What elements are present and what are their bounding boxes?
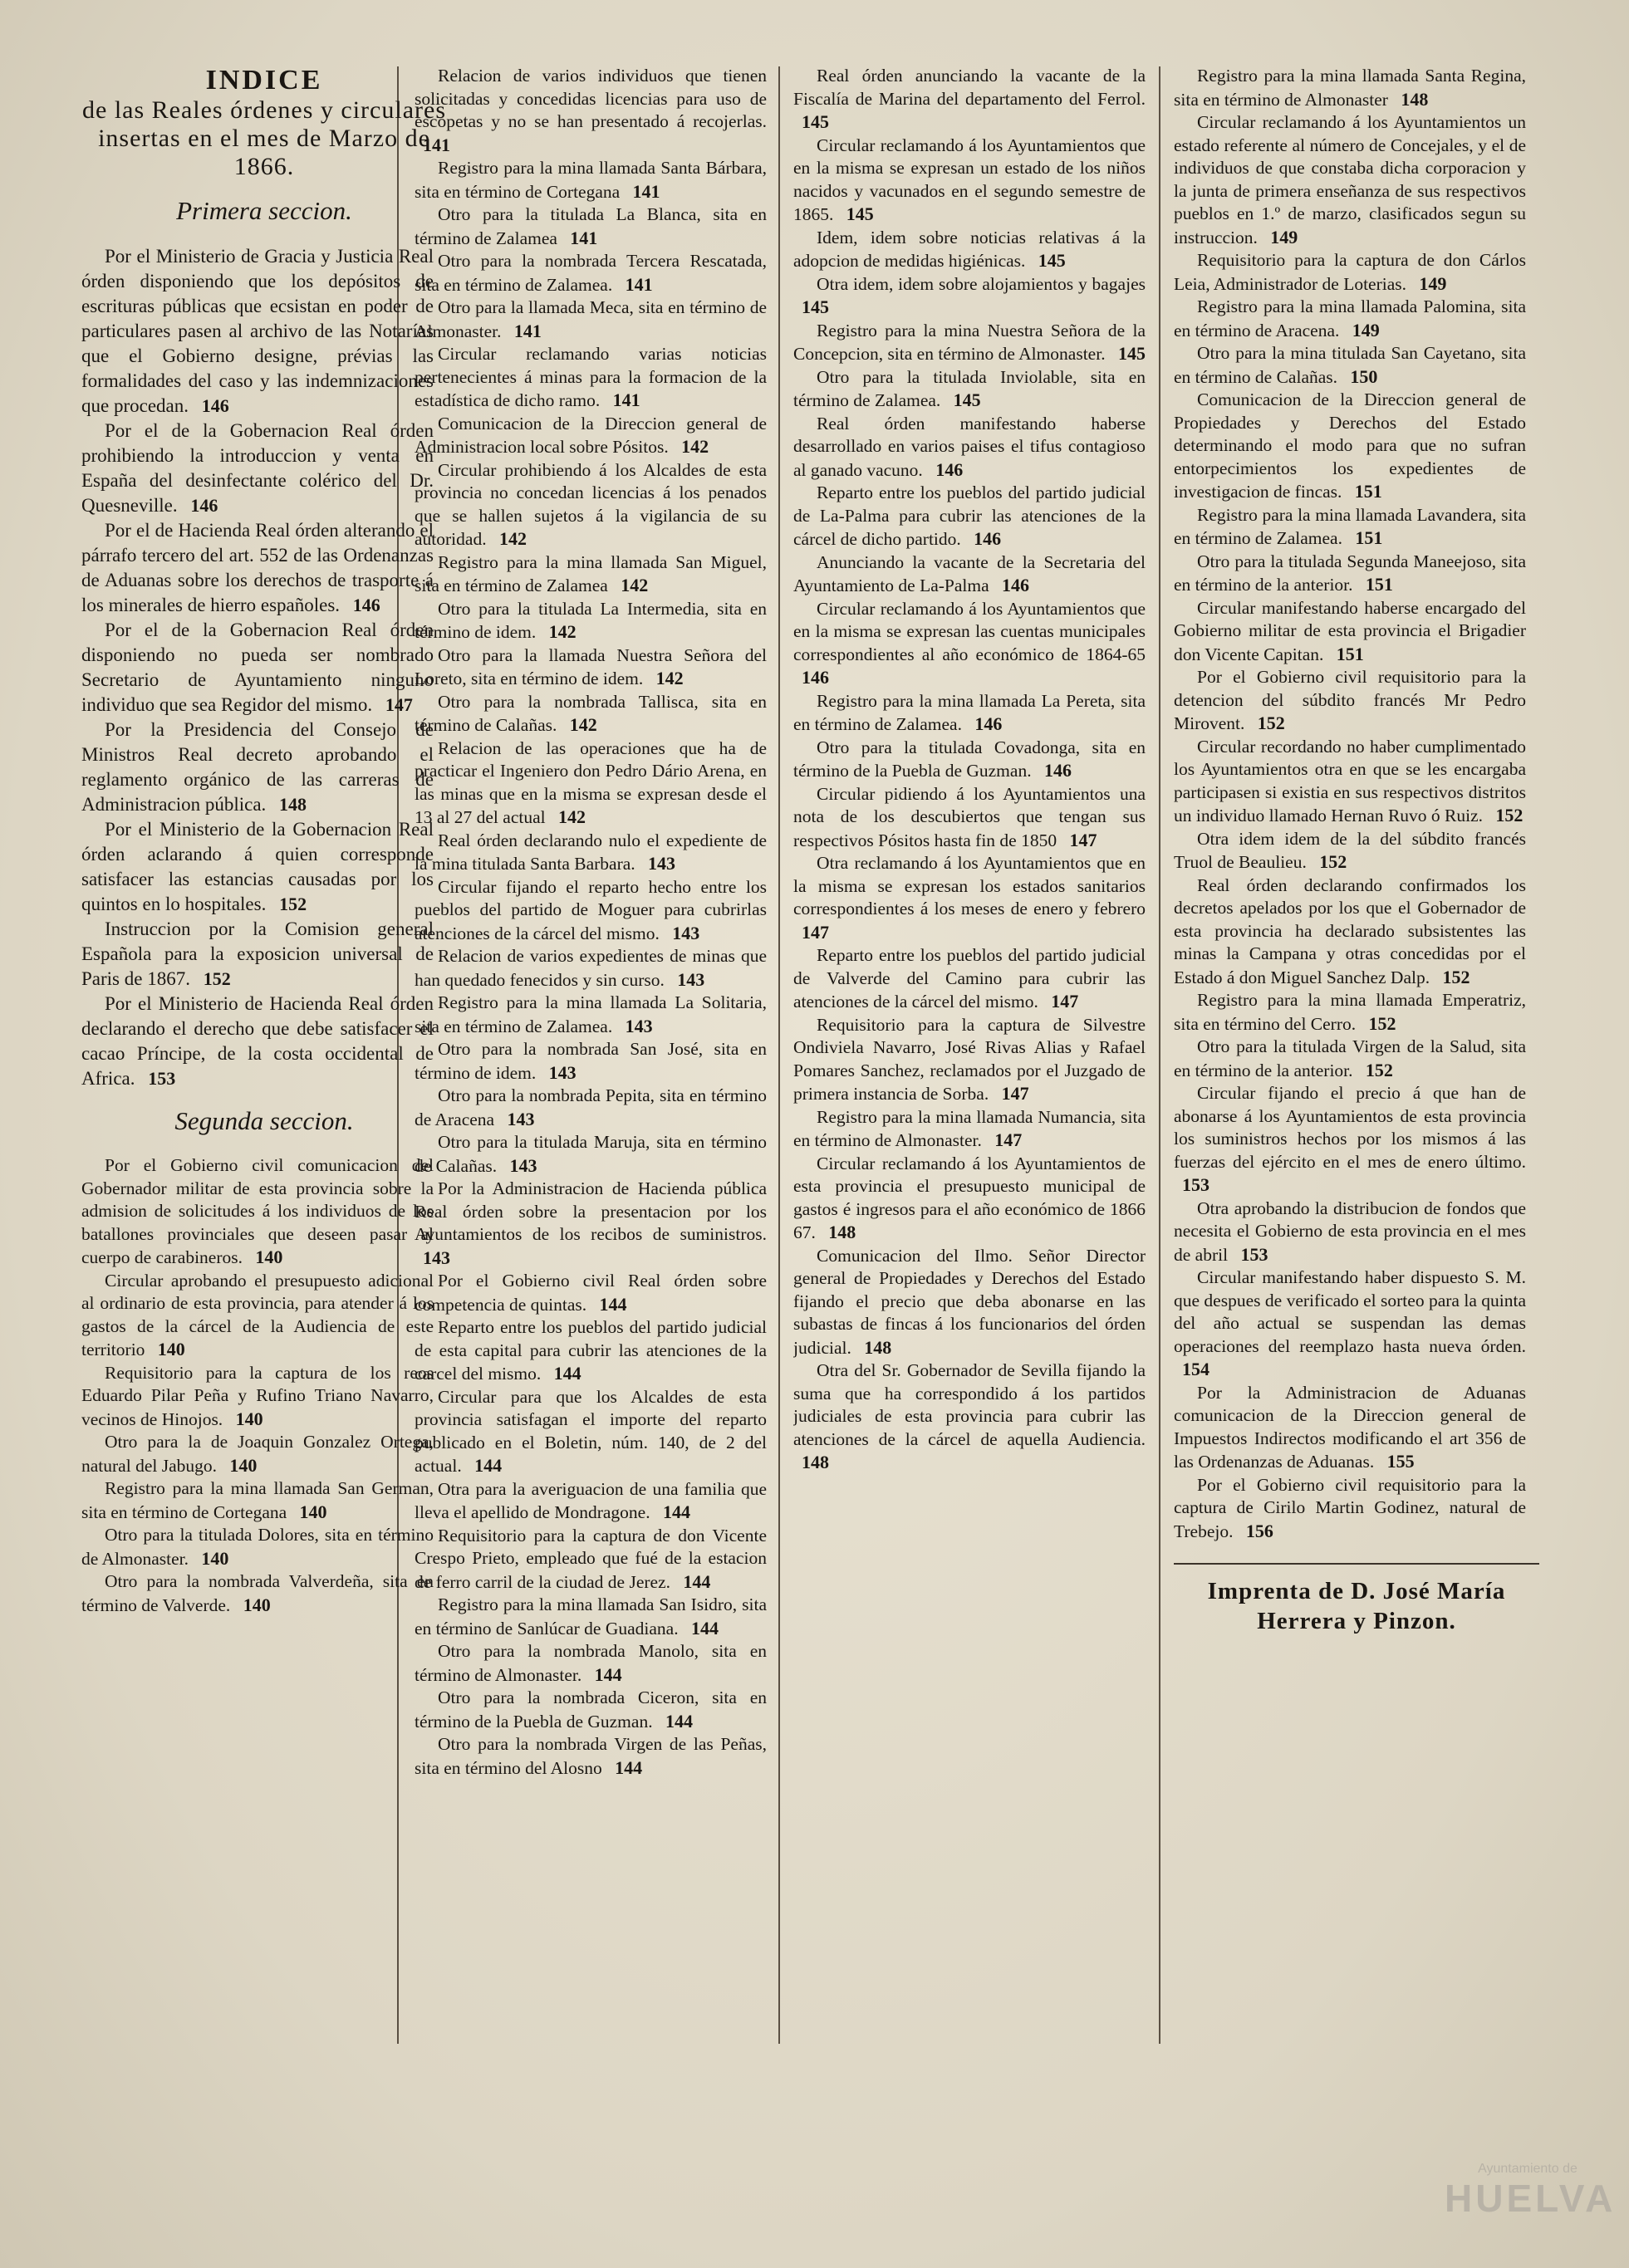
index-entry <box>81 244 447 419</box>
entry-text: Circular recordando no haber cumplimentado los Ayuntamientos otra en que se les encargaba participasen si existia en sus respectivos distritos un individuo llamado Hernan Ruvo ó Ruiz. <box>1174 736 1526 825</box>
index-entry <box>415 1525 780 1594</box>
page-number: 148 <box>279 794 307 815</box>
entries-list <box>415 65 780 1780</box>
entry-text: Otra para la averiguacion de una familia que lleva el apellido de Mondragone. <box>415 1478 767 1522</box>
entry-text: Circular reclamando á los Ayuntamientos que en la misma se expresan un estado de los niños nacidos y vacunados en el segundo semestre de 1865. <box>793 135 1146 224</box>
index-entry <box>1174 111 1539 249</box>
index-entry <box>1174 1382 1539 1474</box>
page-number: 144 <box>594 1663 622 1685</box>
index-entry <box>1174 736 1539 828</box>
page-number: 152 <box>1319 851 1347 872</box>
entry-text: Registro para la mina llamada Santa Bárbara, sita en término de Cortegana <box>415 158 767 202</box>
index-entry <box>81 1362 447 1432</box>
index-entry <box>1174 874 1539 990</box>
entry-text: Anunciando la vacante de la Secretaria del Ayuntamiento de La-Palma <box>793 551 1146 595</box>
entry-text: Por la Administracion de Aduanas comunicacion de la Direccion general de Impuestos Indirectos modificando el art 356 de las Ordenanzas de Aduanas. <box>1174 1382 1526 1472</box>
column-2 <box>415 65 780 2251</box>
entry-text: Por la Presidencia del Consejo de Ministros Real decreto aprobando el reglamento orgánico de las carreras de Administracion pública. <box>81 719 434 815</box>
index-subtitle: de las Reales órdenes y circulares insertas en el mes de Marzo de 1866. <box>82 96 446 180</box>
entry-text: Otro para la titulada Segunda Maneejoso, sita en término de la anterior. <box>1174 551 1526 595</box>
page-number: 144 <box>683 1570 711 1592</box>
page-number: 147 <box>802 921 829 943</box>
page-number: 143 <box>507 1108 535 1129</box>
index-entry <box>1174 342 1539 389</box>
entry-text: Real órden declarando confirmados los decretos apelados por los que el Gobernador de esta provincia ha declarado subsistentes las minas la Campana y otras concedidas por el Estado á don Miguel Sanchez Dalp. <box>1174 874 1526 987</box>
index-entry <box>1174 389 1539 504</box>
index-entry <box>793 551 1159 598</box>
entry-text: Relacion de varios expedientes de minas que han quedado fenecidos y sin curso. <box>415 946 767 990</box>
index-entry <box>415 691 780 737</box>
page-number: 149 <box>1352 319 1380 340</box>
index-entry <box>793 1359 1159 1475</box>
entry-text: Real órden declarando nulo el expediente de la mina titulada Santa Barbara. <box>415 830 767 874</box>
index-entry <box>1174 296 1539 342</box>
index-entry <box>793 413 1159 483</box>
entry-text: Otra idem, idem sobre alojamientos y bagajes <box>817 273 1146 294</box>
entry-text: Comunicacion de la Direccion general de Administracion local sobre Pósitos. <box>415 413 767 457</box>
entry-text: Comunicacion de la Direccion general de Propiedades y Derechos del Estado determinando el modo para que no sufran entorpecimientos los expedientes de investigacion de fincas. <box>1174 389 1526 502</box>
page-number: 155 <box>1386 1451 1415 1472</box>
index-entry <box>415 1178 780 1270</box>
entry-text: Otro para la nombrada Manolo, sita en término de Almonaster. <box>415 1641 767 1685</box>
page-number: 142 <box>681 436 709 457</box>
entry-text: Circular aprobando el presupuesto adicional al ordinario de esta provincia, para atender á los gastos de la cárcel de la Audiencia de este territorio <box>81 1270 434 1359</box>
page-number: 141 <box>632 180 660 202</box>
page-number: 145 <box>1117 343 1146 364</box>
index-entry <box>793 1245 1159 1360</box>
index-entry <box>415 296 780 343</box>
entry-text: Otro para la de Joaquin Gonzalez Ortega, natural del Jabugo. <box>81 1432 434 1476</box>
page-number: 152 <box>279 894 307 914</box>
page-number: 152 <box>1442 966 1470 987</box>
page-number: 146 <box>974 713 1003 734</box>
index-entry <box>1174 1198 1539 1267</box>
entry-text: Registro para la mina llamada Emperatriz, sita en término del Cerro. <box>1174 990 1526 1034</box>
page-number: 152 <box>1365 1059 1393 1080</box>
entry-text: Registro para la mina Nuestra Señora de la Concepcion, sita en término de Almonaster. <box>793 320 1146 364</box>
page-number: 152 <box>203 968 231 989</box>
entry-text: Requisitorio para la captura de Silvestre Ondiviela Navarro, José Rivas Alias y Rafael Pomares Sanchez, reclamados por el Juzgado de primera instancia de Sorba. <box>793 1014 1146 1104</box>
index-entry <box>1174 504 1539 551</box>
entry-text: Registro para la mina llamada San Isidro, sita en término de Sanlúcar de Guadiana. <box>415 1594 767 1639</box>
entry-text: Circular pidiendo á los Ayuntamientos una nota de los descubiertos que tengan sus respectivos Pósitos hasta fin de 1850 <box>793 783 1146 850</box>
entry-text: Por el de la Gobernacion Real órden prohibiendo la introduccion y venta en España del desinfectante colérico del Dr. Quesneville. <box>81 420 434 516</box>
column-rule <box>1159 66 1160 2044</box>
index-entry <box>415 1687 780 1733</box>
page-number: 144 <box>599 1293 627 1315</box>
entries-list <box>1174 65 1539 1543</box>
page-number: 148 <box>802 1452 829 1472</box>
index-entry <box>81 1431 447 1477</box>
index-entry <box>415 551 780 598</box>
page-number: 142 <box>569 714 597 735</box>
index-entry <box>1174 666 1539 736</box>
entry-text: Registro para la mina llamada San Miguel, sita en término de Zalamea <box>415 551 767 595</box>
imprint-line-2: Herrera y Pinzon. <box>1257 1608 1456 1634</box>
index-entry <box>1174 65 1539 111</box>
page-number: 143 <box>672 922 700 943</box>
index-entry <box>1174 249 1539 296</box>
page-number: 153 <box>1240 1243 1268 1265</box>
index-entry <box>793 135 1159 227</box>
index-entry <box>81 618 447 718</box>
page-number: 143 <box>677 968 705 990</box>
page-number: 151 <box>1354 481 1382 502</box>
index-entry <box>415 1478 780 1525</box>
page-number: 152 <box>1257 713 1285 733</box>
index-entry <box>1174 1266 1539 1382</box>
index-entry <box>1174 1082 1539 1198</box>
index-entry <box>1174 989 1539 1036</box>
page-number: 141 <box>570 227 598 248</box>
index-entry <box>793 227 1159 273</box>
entry-text: Reparto entre los pueblos del partido judicial de esta capital para cubrir las atenciones de la carcel del mismo. <box>415 1317 767 1384</box>
page-number: 140 <box>157 1339 185 1359</box>
index-entry <box>81 1477 447 1524</box>
page-number: 140 <box>235 1408 263 1429</box>
entry-text: Por el Ministerio de Gracia y Justicia Real órden disponiendo que los depósitos de escrituras públicas que ecsistan en poder de particulares pasen al archivo de las Notarías que el Gobierno designe, prévias las formalidades del caso y las indemnizaciones que procedan. <box>81 246 434 416</box>
entry-text: Otro para la titulada Dolores, sita en término de Almonaster. <box>81 1525 434 1569</box>
entry-text: Por el Gobierno civil comunicacion del Gobernador militar de esta provincia sobre la admision de solicitudes á los individuos de los batallones provinciales que deseen pasar al cuerpo de carabineros. <box>81 1155 434 1267</box>
page-number: 143 <box>548 1061 577 1083</box>
entry-text: Por el Gobierno civil requisitorio para la detencion del súbdito francés Mr Pedro Mirovent. <box>1174 667 1526 733</box>
page-number: 148 <box>1401 88 1429 110</box>
index-entry <box>415 1270 780 1316</box>
page-number: 145 <box>1038 250 1066 271</box>
entry-text: Otro para la titulada La Intermedia, sita en término de idem. <box>415 598 767 642</box>
entry-text: Otro para la nombrada Ciceron, sita en término de la Puebla de Guzman. <box>415 1688 767 1732</box>
index-entry <box>415 1131 780 1178</box>
entry-text: Registro para la mina llamada Santa Regina, sita en término de Almonaster <box>1174 66 1526 110</box>
page-number: 149 <box>1419 272 1447 294</box>
index-entry <box>415 343 780 413</box>
index-entry <box>415 459 780 551</box>
page-number: 142 <box>655 668 684 688</box>
index-entry <box>793 1014 1159 1106</box>
entry-text: Circular reclamando á los Ayuntamientos de esta provincia el presupuesto municipal de gastos é ingresos para el año económico de 1866 67. <box>793 1153 1146 1242</box>
page-number: 145 <box>802 111 829 132</box>
entry-text: Otro para la mina titulada San Cayetano, sita en término de Calañas. <box>1174 343 1526 387</box>
imprint-divider <box>1174 1563 1539 1565</box>
page-number: 143 <box>625 1015 653 1036</box>
page-number: 141 <box>423 134 450 155</box>
index-entry <box>81 1570 447 1617</box>
entry-text: Reparto entre los pueblos del partido judicial de Valverde del Camino para cubrir las atenciones de la cárcel del mismo. <box>793 945 1146 1012</box>
entry-text: Otro para la titulada La Blanca, sita en término de Zalamea <box>415 204 767 248</box>
index-entry <box>1174 828 1539 874</box>
page-number: 145 <box>802 296 829 317</box>
index-entry <box>415 737 780 830</box>
index-entry <box>793 690 1159 737</box>
index-entry <box>1174 597 1539 667</box>
index-entry <box>81 992 447 1091</box>
index-entry <box>415 157 780 203</box>
section-heading: Segunda seccion. <box>174 1106 354 1135</box>
page-number: 152 <box>1368 1012 1396 1034</box>
page-number: 153 <box>148 1068 176 1089</box>
entry-text: Otro para la nombrada Tallisca, sita en término de Calañas. <box>415 691 767 735</box>
index-entry <box>793 944 1159 1014</box>
entry-text: Comunicacion del Ilmo. Señor Director general de Propiedades y Derechos del Estado fijando el precio que deba abonarse en las subastas de fincas á los funcionarios del órden judicial. <box>793 1245 1146 1358</box>
page-number: 147 <box>994 1129 1023 1150</box>
index-entry <box>793 598 1159 690</box>
index-entry <box>415 945 780 992</box>
page-number: 146 <box>352 595 380 615</box>
column-4 <box>1174 65 1539 2251</box>
index-entry <box>81 718 447 817</box>
entry-text: Relacion de las operaciones que ha de practicar el Ingeniero don Pedro Dário Arena, en las minas que en la misma se expresan desde el 13 al 27 del actual <box>415 737 767 827</box>
index-entry <box>415 1038 780 1085</box>
entry-text: Otro para la llamada Nuestra Señora del Loreto, sita en término de idem. <box>415 644 767 688</box>
page-number: 144 <box>474 1455 503 1476</box>
entry-text: Otro para la titulada Virgen de la Salud, sita en término de la anterior. <box>1174 1036 1526 1080</box>
entry-text: Por el de Hacienda Real órden alterando el párrafo tercero del art. 552 de las Ordenanzas de Aduanas sobre los derechos de trasporte á los minerales de hierro españoles. <box>81 520 434 615</box>
index-entry <box>793 852 1159 944</box>
page-number: 147 <box>1001 1083 1029 1104</box>
watermark-top: Ayuntamiento de <box>1478 2162 1577 2176</box>
page-number: 141 <box>625 273 653 295</box>
entry-text: Otra aprobando la distribucion de fondos que necesita el Gobierno de esta provincia en el mes de abril <box>1174 1198 1526 1265</box>
index-entry <box>81 1524 447 1570</box>
entry-text: Por el Gobierno civil Real órden sobre competencia de quintas. <box>415 1271 767 1315</box>
column-3 <box>793 65 1159 2251</box>
index-entry <box>793 65 1159 135</box>
entry-text: Circular fijando el reparto hecho entre los pueblos del partido de Moguer para cubrirlas atenciones de la cárcel del mismo. <box>415 876 767 943</box>
page-number: 140 <box>243 1594 271 1615</box>
index-entry <box>793 482 1159 551</box>
page-number: 146 <box>190 495 218 516</box>
index-entry <box>415 413 780 459</box>
index-entry <box>81 817 447 917</box>
page-number: 154 <box>1182 1359 1209 1379</box>
page-number: 146 <box>1043 760 1072 781</box>
page-number: 145 <box>953 389 981 410</box>
index-entry <box>415 1316 780 1386</box>
entry-text: Circular manifestando haber dispuesto S. M. que despues de verificado el sorteo para la quinta del año actual se suspendan las demas operaciones del reemplazo hasta nueva órden. <box>1174 1267 1526 1356</box>
page-number: 145 <box>846 203 874 224</box>
page-number: 151 <box>1336 643 1364 664</box>
entry-text: Instruccion por la Comision general Española para la exposicion universal de Paris de 1867. <box>81 918 434 989</box>
entry-text: Por el Gobierno civil requisitorio para la captura de Cirilo Martin Godinez, natural de Trebejo. <box>1174 1474 1526 1541</box>
entry-text: Requisitorio para la captura de don Cárlos Leia, Administrador de Loterias. <box>1174 250 1526 294</box>
page-number: 146 <box>802 667 829 688</box>
index-entry <box>793 1106 1159 1153</box>
index-entry <box>81 917 447 992</box>
page-number: 144 <box>615 1756 643 1778</box>
entry-text: Requisitorio para la captura de don Vicente Crespo Prieto, empleado que fué de la estacion de ferro carril de la ciudad de Jerez. <box>415 1525 767 1592</box>
page-number: 141 <box>513 320 542 341</box>
page-number: 151 <box>1355 527 1383 548</box>
index-entry <box>415 876 780 946</box>
page-number: 143 <box>423 1247 450 1268</box>
entry-text: Otro para la nombrada Pepita, sita en término de Aracena <box>415 1085 767 1129</box>
entry-text: Circular para que los Alcaldes de esta provincia satisfagan el importe del reparto publicado en el Boletin, núm. 140, de 2 del actual. <box>415 1386 767 1476</box>
index-entry <box>415 1594 780 1640</box>
index-entry <box>415 65 780 157</box>
entry-text: Otra reclamando á los Ayuntamientos que en la misma se expresan los estados sanitarios correspondientes á los meses de enero y febrero <box>793 853 1146 918</box>
entry-text: Por el de la Gobernacion Real órden disponiendo no pueda ser nombrado Secretario de Ayuntamiento ninguno individuo que sea Regidor del mismo. <box>81 620 434 715</box>
entry-text: Otro para la nombrada San José, sita en término de idem. <box>415 1039 767 1083</box>
page-number: 140 <box>229 1454 258 1476</box>
entry-text: Circular reclamando varias noticias pertenecientes á minas para la formacion de la estadística de dicho ramo. <box>415 344 767 410</box>
entry-text: Registro para la mina llamada La Solitaria, sita en término de Zalamea. <box>415 992 767 1036</box>
entry-text: Por el Ministerio de la Gobernacion Real órden aclarando á quien corresponde satisfacer las estancias causadas por los quintos en lo hospitales. <box>81 819 434 914</box>
page-number: 148 <box>828 1222 856 1242</box>
index-entry <box>415 992 780 1038</box>
entry-text: Por la Administracion de Hacienda pública Real órden sobre la presentacion por los Ayuntamientos de los recibos de suministros. <box>415 1178 767 1244</box>
index-entry <box>81 1270 447 1362</box>
index-entry <box>415 1640 780 1687</box>
index-entry <box>1174 1474 1539 1544</box>
entry-text: Real órden anunciando la vacante de la Fiscalía de Marina del departamento del Ferrol. <box>793 66 1146 109</box>
index-entry <box>793 366 1159 413</box>
index-entry <box>415 1386 780 1478</box>
entry-text: Otra idem idem de la del súbdito francés Truol de Beaulieu. <box>1174 828 1526 872</box>
entry-text: Otro para la nombrada Virgen de las Peñas, sita en término del Alosno <box>415 1734 767 1778</box>
page-number: 147 <box>1051 991 1079 1012</box>
page-number: 153 <box>1182 1174 1209 1195</box>
index-title: INDICE <box>205 65 323 96</box>
entry-text: Registro para la mina llamada Numancia, sita en término de Almonaster. <box>793 1106 1146 1150</box>
index-entry <box>415 644 780 691</box>
page-number: 146 <box>1002 575 1030 595</box>
page-number: 148 <box>864 1336 892 1358</box>
index-entry <box>793 273 1159 320</box>
entry-text: Circular prohibiendo á los Alcaldes de esta provincia no concedan licencias á los penados que se hallen sujetos á la vigilancia de su autoridad. <box>415 459 767 549</box>
entry-text: Por el Ministerio de Hacienda Real órden declarando el derecho que debe satisfacer el cacao Príncipe, de la costa occidental de Africa. <box>81 993 434 1089</box>
page-number: 144 <box>662 1501 690 1522</box>
page-number: 142 <box>548 621 577 642</box>
index-entry <box>793 320 1159 366</box>
entry-text: Otro para la titulada Inviolable, sita en término de Zalamea. <box>793 366 1146 410</box>
index-entry <box>81 1154 447 1270</box>
page-number: 146 <box>201 395 229 416</box>
index-entry <box>81 518 447 618</box>
entry-text: Idem, idem sobre noticias relativas á la adopcion de medidas higiénicas. <box>793 227 1146 271</box>
page-number: 143 <box>648 853 676 874</box>
entries-list <box>793 65 1159 1475</box>
entry-text: Real órden manifestando haberse desarrollado en varios paises el tifus contagioso al ganado vacuno. <box>793 413 1146 480</box>
index-entry <box>415 250 780 296</box>
archive-watermark <box>1445 2162 1617 2253</box>
entry-text: Circular manifestando haberse encargado del Gobierno militar de esta provincia el Brigadier don Vicente Capitan. <box>1174 597 1526 664</box>
page-number: 144 <box>690 1617 719 1639</box>
index-entry <box>415 1085 780 1131</box>
page-number: 140 <box>299 1501 327 1522</box>
page-number: 146 <box>935 458 964 480</box>
entry-text: Relacion de varios individuos que tienen solicitadas y concedidas licencias para uso de escopetas y no se han presentado á recojerlas. <box>415 66 767 131</box>
page-number: 152 <box>1495 805 1524 825</box>
index-entry <box>793 737 1159 783</box>
entry-text: Otro para la titulada Covadonga, sita en término de la Puebla de Guzman. <box>793 737 1146 781</box>
page-number: 147 <box>385 694 413 715</box>
entry-text: Otro para la nombrada Valverdeña, sita en término de Valverde. <box>81 1571 434 1615</box>
entry-text: Otro para la llamada Meca, sita en término de Almonaster. <box>415 297 767 341</box>
index-entry <box>793 783 1159 853</box>
entry-text: Otro para la titulada Maruja, sita en término de Calañas. <box>415 1132 767 1176</box>
page-number: 144 <box>665 1710 693 1732</box>
page-number: 140 <box>255 1247 283 1267</box>
entry-text: Circular reclamando á los Ayuntamientos un estado referente al número de Concejales, y el de individuos de que constaba dicha corporacion y la junta de primera enseñanza de sus respectivos pueblos en 1.º de marzo, clasificados segun su instruccion. <box>1174 112 1526 247</box>
entries-list <box>81 244 447 1091</box>
index-entry <box>415 1733 780 1780</box>
index-entry <box>415 830 780 876</box>
index-entry <box>415 203 780 250</box>
imprint-line-1: Imprenta de D. José María <box>1207 1578 1506 1604</box>
entry-text: Registro para la mina llamada San German, sita en término de Cortegana <box>81 1478 434 1522</box>
entry-text: Registro para la mina llamada Palomina, sita en término de Aracena. <box>1174 296 1526 340</box>
page-number: 140 <box>201 1547 229 1569</box>
page-number: 146 <box>974 528 1002 549</box>
entry-text: Otra del Sr. Gobernador de Sevilla fijando la suma que ha correspondido á los partidos judiciales de esta provincia para cubrir las atenciones de la cárcel de aquella Audiencia. <box>793 1360 1146 1449</box>
entry-text: Reparto entre los pueblos del partido judicial de La-Palma para cubrir las atenciones de la cárcel de dicho partido. <box>793 483 1146 549</box>
page-number: 156 <box>1245 1520 1273 1541</box>
page-number: 143 <box>509 1154 537 1176</box>
index-entry <box>81 419 447 518</box>
page-number: 142 <box>498 528 527 549</box>
entry-text: Circular reclamando á los Ayuntamientos que en la misma se expresan las cuentas municipales correspondientes al año económico de 1864-65 <box>793 598 1146 664</box>
entry-text: Registro para la mina llamada Lavandera, sita en término de Zalamea. <box>1174 504 1526 548</box>
page-number: 141 <box>612 389 640 410</box>
watermark-main: HUELVA <box>1445 2177 1617 2220</box>
page-number: 150 <box>1350 365 1378 387</box>
index-entry <box>793 1153 1159 1245</box>
page-number: 149 <box>1270 226 1298 247</box>
page-number: 147 <box>1069 829 1097 850</box>
entry-text: Requisitorio para la captura de los reos Eduardo Pilar Peña y Rufino Triano Navarro, vecinos de Hinojos. <box>81 1362 434 1429</box>
page-number: 144 <box>553 1363 581 1384</box>
index-entry <box>1174 1036 1539 1082</box>
index-entry <box>415 598 780 644</box>
entry-text: Registro para la mina llamada La Pereta, sita en término de Zalamea. <box>793 690 1146 734</box>
entries-list <box>81 1154 447 1617</box>
entry-text: Circular fijando el precio á que han de abonarse á los Ayuntamientos de esta provincia los suministros hechos por los mismos á las fuerzas del ejército en el mes de enero último. <box>1174 1083 1526 1172</box>
section-heading: Primera seccion. <box>176 196 352 225</box>
page-number: 142 <box>621 575 649 595</box>
page-number: 151 <box>1365 574 1393 595</box>
column-1 <box>81 65 447 2251</box>
entry-text: Otro para la nombrada Tercera Rescatada, sita en término de Zalamea. <box>415 251 767 295</box>
page-number: 142 <box>557 806 586 827</box>
index-entry <box>1174 551 1539 597</box>
